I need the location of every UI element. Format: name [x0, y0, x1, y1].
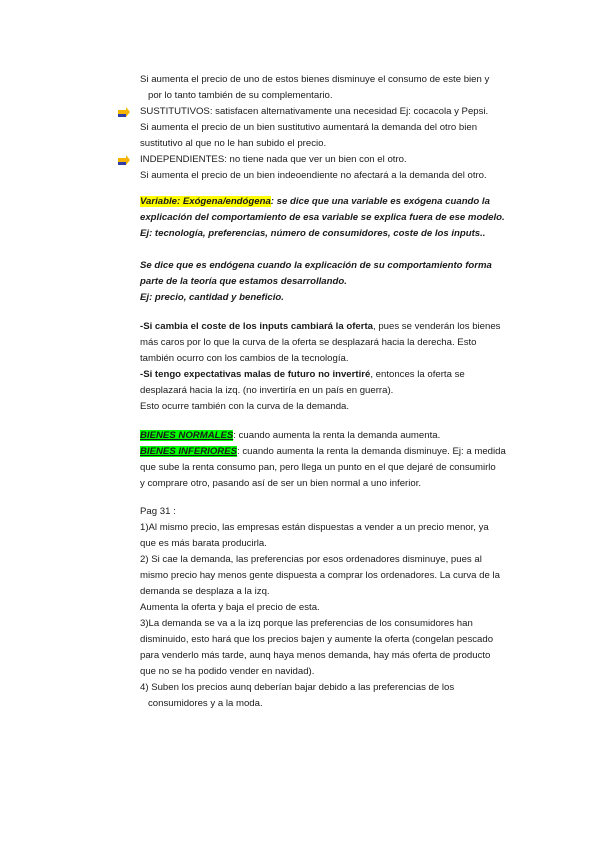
text-line: SUSTITUTIVOS: satisfacen alternativamente una necesidad Ej: cocacola y Pepsi.: [140, 106, 489, 117]
arrow-bullet-icon: [118, 107, 130, 117]
bullet-independientes: [140, 152, 520, 168]
arrow-bullet-icon: [118, 155, 130, 165]
oferta-block: [140, 319, 520, 415]
text-line: INDEPENDIENTES: no tiene nada que ver un bien con el otro.: [140, 154, 407, 165]
text-line: Si aumenta el precio de un bien indeoendiente no afectará a la demanda del otro.: [140, 170, 487, 181]
section-heading: Pag 31 :: [140, 506, 176, 517]
text-line: [140, 428, 520, 444]
highlighted-term: BIENES INFERIORES: [140, 446, 238, 457]
text-fragment: , pues se venderán los bienes: [373, 321, 501, 332]
text-line: Si aumenta el precio de uno de estos bienes disminuye el consumo de este bien y: [140, 74, 490, 85]
text-fragment: , entonces la oferta se: [370, 369, 465, 380]
text-fragment: : cuando aumenta la renta la demanda disminuye. Ej: a medida: [237, 446, 506, 457]
text-line: que es más barata producirla.: [140, 538, 267, 549]
pag31-block: [140, 504, 520, 712]
text-line: 2) Si cae la demanda, las preferencias por esos ordenadores disminuye, pues al: [140, 554, 482, 565]
text-line: desplazará hacia la izq. (no invertiría en un país en guerra).: [140, 385, 394, 396]
variable-block: [140, 194, 520, 306]
bold-fragment: -Si cambia el coste de los inputs cambiará la oferta: [140, 321, 373, 332]
text-line: [140, 319, 520, 335]
text-line: y comprare otro, pasando así de ser un bien normal a uno inferior.: [140, 478, 422, 489]
text-line: disminuido, esto hará que los precios bajen y aumente la oferta (congelan pescado: [140, 634, 494, 645]
bold-fragment: -Si tengo expectativas malas de futuro no invertiré: [140, 369, 371, 380]
text-line: que no se ha podido vender en navidad).: [140, 666, 315, 677]
text-line: 3)La demanda se va a la izq porque las preferencias de los consumidores han: [140, 618, 473, 629]
text-line: [140, 194, 520, 210]
text-line: parte de la teoría que estamos desarrollando.: [140, 276, 347, 287]
text-line: Esto ocurre también con la curva de la demanda.: [140, 401, 350, 412]
text-line: Ej: tecnología, preferencias, número de consumidores, coste de los inputs..: [140, 228, 486, 239]
highlighted-term: Variable: Exógena/endógena: [140, 196, 271, 207]
bienes-block: [140, 428, 520, 492]
text-line: 4) Suben los precios aunq deberían bajar debido a las preferencias de los: [140, 682, 455, 693]
blank-line: [140, 242, 520, 258]
text-line: explicación del comportamiento de esa variable se explica fuera de ese modelo.: [140, 212, 505, 223]
text-line: sustitutivo al que no le han subido el precio.: [140, 138, 327, 149]
bullet-sustitutivos: [140, 104, 520, 120]
text-line: más caros por lo que la curva de la oferta se desplazará hacia la derecha. Esto: [140, 337, 477, 348]
text-line: para venderlo más tarde, aunq haya menos demanda, hay más oferta de producto: [140, 650, 491, 661]
text-line: mismo precio hay menos gente dispuesta a comprar los ordenadores. La curva de la: [140, 570, 500, 581]
highlighted-term: BIENES NORMALES: [140, 430, 234, 441]
text-line: [140, 367, 520, 383]
text-line: demanda se desplaza a la izq.: [140, 586, 270, 597]
complementarios-block: [140, 72, 520, 184]
text-line: [140, 444, 520, 460]
text-line: Se dice que es endógena cuando la explicación de su comportamiento forma: [140, 260, 492, 271]
text-fragment: : se dice que una variable es exógena cuando la: [270, 196, 490, 207]
text-line: 1)Al mismo precio, las empresas están dispuestas a vender a un precio menor, ya: [140, 522, 489, 533]
text-fragment: : cuando aumenta la renta la demanda aumenta.: [233, 430, 441, 441]
text-line: consumidores y a la moda.: [148, 698, 263, 709]
text-line: Aumenta la oferta y baja el precio de esta.: [140, 602, 320, 613]
text-line: también ocurro con los cambios de la tecnología.: [140, 353, 349, 364]
text-line: por lo tanto también de su complementario.: [148, 90, 333, 101]
text-line: Ej: precio, cantidad y beneficio.: [140, 292, 284, 303]
text-line: Si aumenta el precio de un bien sustitutivo aumentará la demanda del otro bien: [140, 122, 478, 133]
text-line: que sube la renta consumo pan, pero llega un punto en el que dejaré de consumirlo: [140, 462, 496, 473]
